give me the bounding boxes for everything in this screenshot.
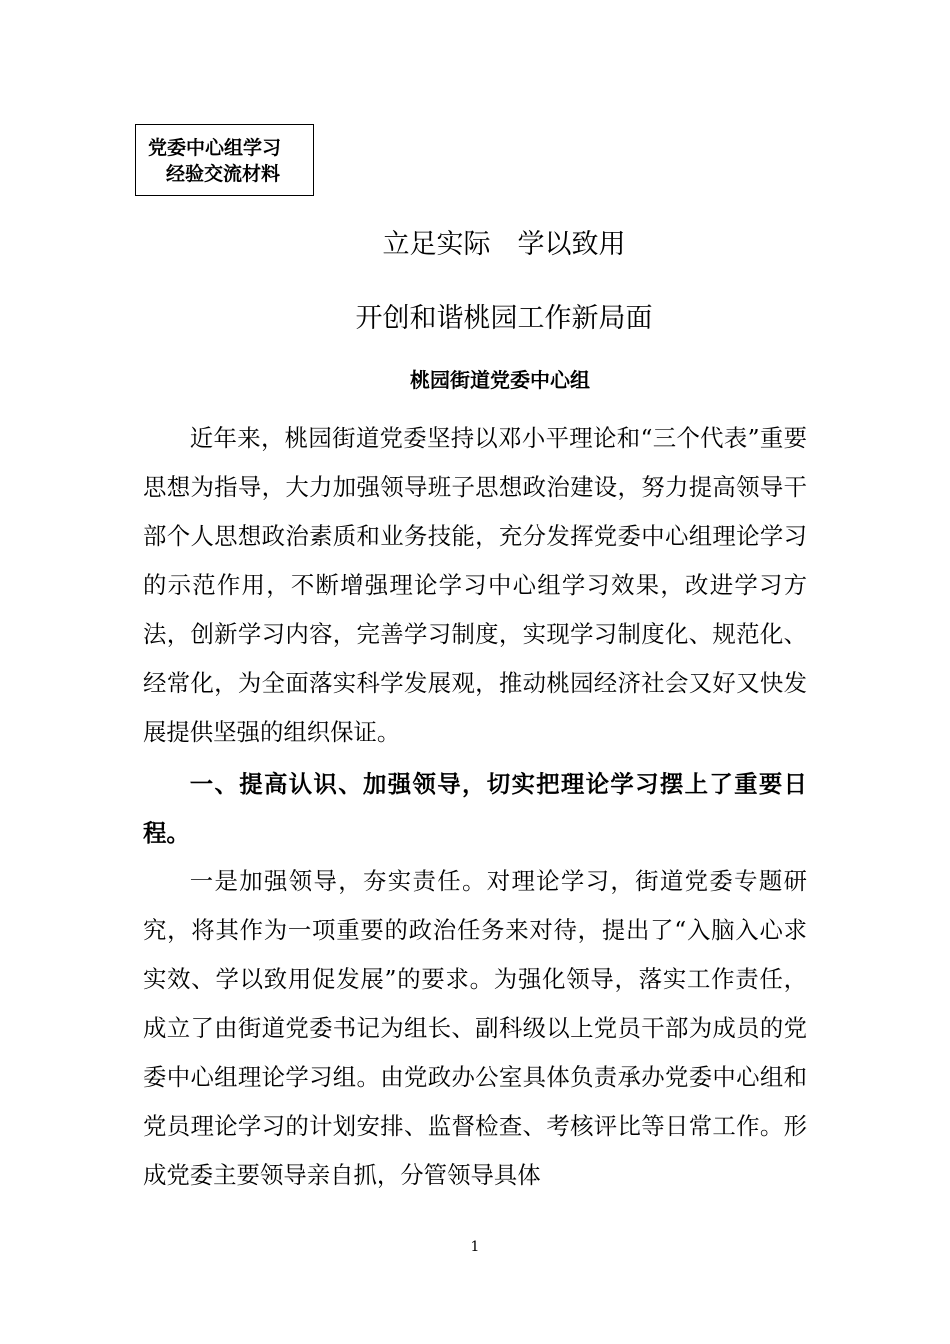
author-line: 桃园街道党委中心组: [410, 368, 590, 392]
document-type-label: [135, 124, 314, 196]
document-title-line-2: 开创和谐桃园工作新局面: [355, 303, 653, 334]
document-type-line-1: 党委中心组学习: [148, 137, 282, 159]
section-heading-1: 一、提高认识、加强领导，切实把理论学习摆上了重要日程。: [143, 770, 807, 847]
intro-paragraph: 近年来，桃园街道党委坚持以邓小平理论和“三个代表”重要思想为指导，大力加强领导班子思想政治建设，努力提高领导干部个人思想政治素质和业务技能，充分发挥党委中心组理论学习的示范作用，不断增强理论学习中心组学习效果，改进学习方法，创新学习内容，完善学习制度，实现学习制度化、规范化、经常化，为全面落实科学发展观，推动桃园经济社会又好又快发展提供坚强的组织保证。: [143, 424, 807, 746]
section-1-paragraph: 一是加强领导，夯实责任。对理论学习，街道党委专题研究，将其作为一项重要的政治任务来对待，提出了“入脑入心求实效、学以致用促发展”的要求。为强化领导，落实工作责任，成立了由街道党委书记为组长、副科级以上党员干部为成员的党委中心组理论学习组。由党政办公室具体负责承办党委中心组和党员理论学习的计划安排、监督检查、考核评比等日常工作。形成党委主要领导亲自抓，分管领导具体: [143, 867, 807, 1189]
document-type-line-2: 经验交流材料: [166, 163, 281, 185]
page-number: 1: [470, 1239, 480, 1255]
document-title-line-1: 立足实际 学以致用: [382, 229, 626, 260]
